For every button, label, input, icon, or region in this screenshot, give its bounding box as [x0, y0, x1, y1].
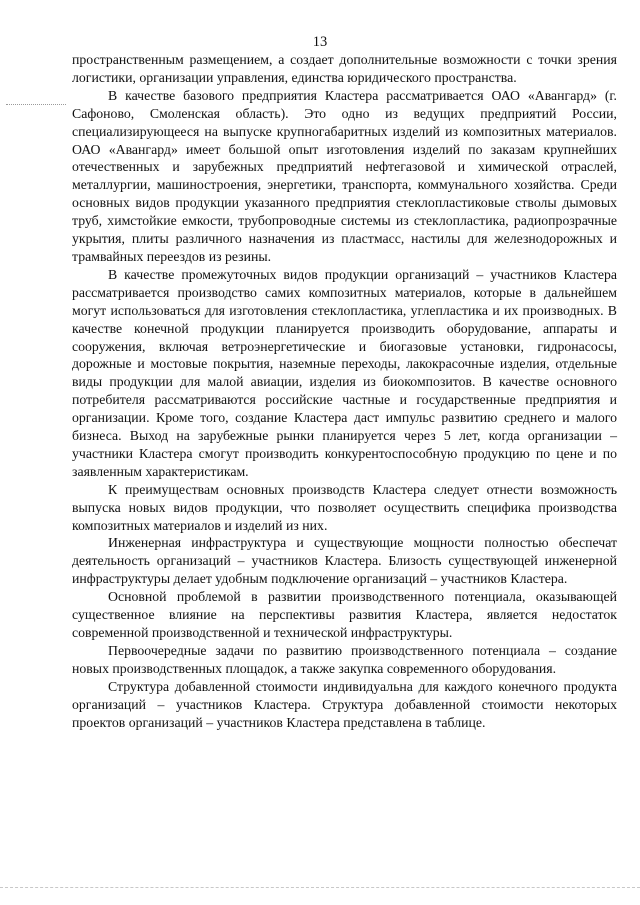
paragraph-products: В качестве промежуточных видов продукции организаций – участников Кластера рассматривается производство самих композитных материалов, которые в дальнейшем могут использоваться для изготовления стеклопластика, углепластика и их производных. В качестве конечной продукции планируется производить оборудование, аппараты и сооружения, включая ветроэнергетические и биогазовые установки, гидронасосы, дорожные и мостовые покрытия, наземные переходы, лакокрасочные изделия, отдельные виды продукции для малой авиации, изделия из биокомпозитов. В качестве основного потребителя рассматриваются российские частные и государственные предприятия и организации. Кроме того, создание Кластера даст импульс развитию среднего и малого бизнеса. Выход на зарубежные рынки планируется через 5 лет, когда организации – участники Кластера смогут производить конкурентоспособную продукцию по цене и по заявленным характеристикам.: [72, 266, 617, 479]
page-number: 13: [312, 34, 328, 50]
paragraph-advantages: К преимуществам основных производств Кластера следует отнести возможность выпуска новых видов продукции, что позволяет осуществить специфика производства композитных материалов и изделий из них.: [72, 481, 617, 533]
margin-mark: [6, 104, 66, 106]
paragraph-base-enterprise: В качестве базового предприятия Кластера рассматривается ОАО «Авангард» (г. Сафоново, Смоленская область). Это одно из ведущих предприятий России, специализирующееся на выпуске крупногабаритных изделий из композитных материалов. ОАО «Авангард» имеет большой опыт изготовления изделий по заказам крупнейших отечественных и зарубежных предприятий нефтегазовой и химической отраслей, металлургии, машиностроения, энергетики, транспорта, коммунального хозяйства. Среди основных видов продукции указанного предприятия стеклопластиковые стволы дымовых труб, химстойкие емкости, трубопроводные системы из стеклопластика, радиопрозрачные укрытия, плиты различного назначения из пластмасс, настилы для железнодорожных и трамвайных переездов из резины.: [72, 87, 617, 264]
paragraph-priority-tasks: Первоочередные задачи по развитию производственного потенциала – создание новых производственных площадок, а также закупка современного оборудования.: [72, 642, 617, 676]
bottom-rule: [0, 887, 640, 888]
document-body: [72, 51, 617, 731]
paragraph-value-structure: Структура добавленной стоимости индивидуальна для каждого конечного продукта организаций – участников Кластера. Структура добавленной стоимости некоторых проектов организаций – участников Кластера представлена в таблице.: [72, 678, 617, 730]
paragraph-main-problem: Основной проблемой в развитии производственного потенциала, оказывающей существенное влияние на перспективы развития Кластера, является недостаток современной производственной и технической инфраструктуры.: [72, 589, 617, 640]
paragraph-continuation: пространственным размещением, а создает дополнительные возможности с точки зрения логистики, организации управления, единства юридического пространства.: [72, 52, 617, 85]
paragraph-infrastructure: Инженерная инфраструктура и существующие мощности полностью обеспечат деятельность организаций – участников Кластера. Близость существующей инженерной инфраструктуры делает удобным подключение организаций – участников Кластера.: [72, 535, 617, 587]
